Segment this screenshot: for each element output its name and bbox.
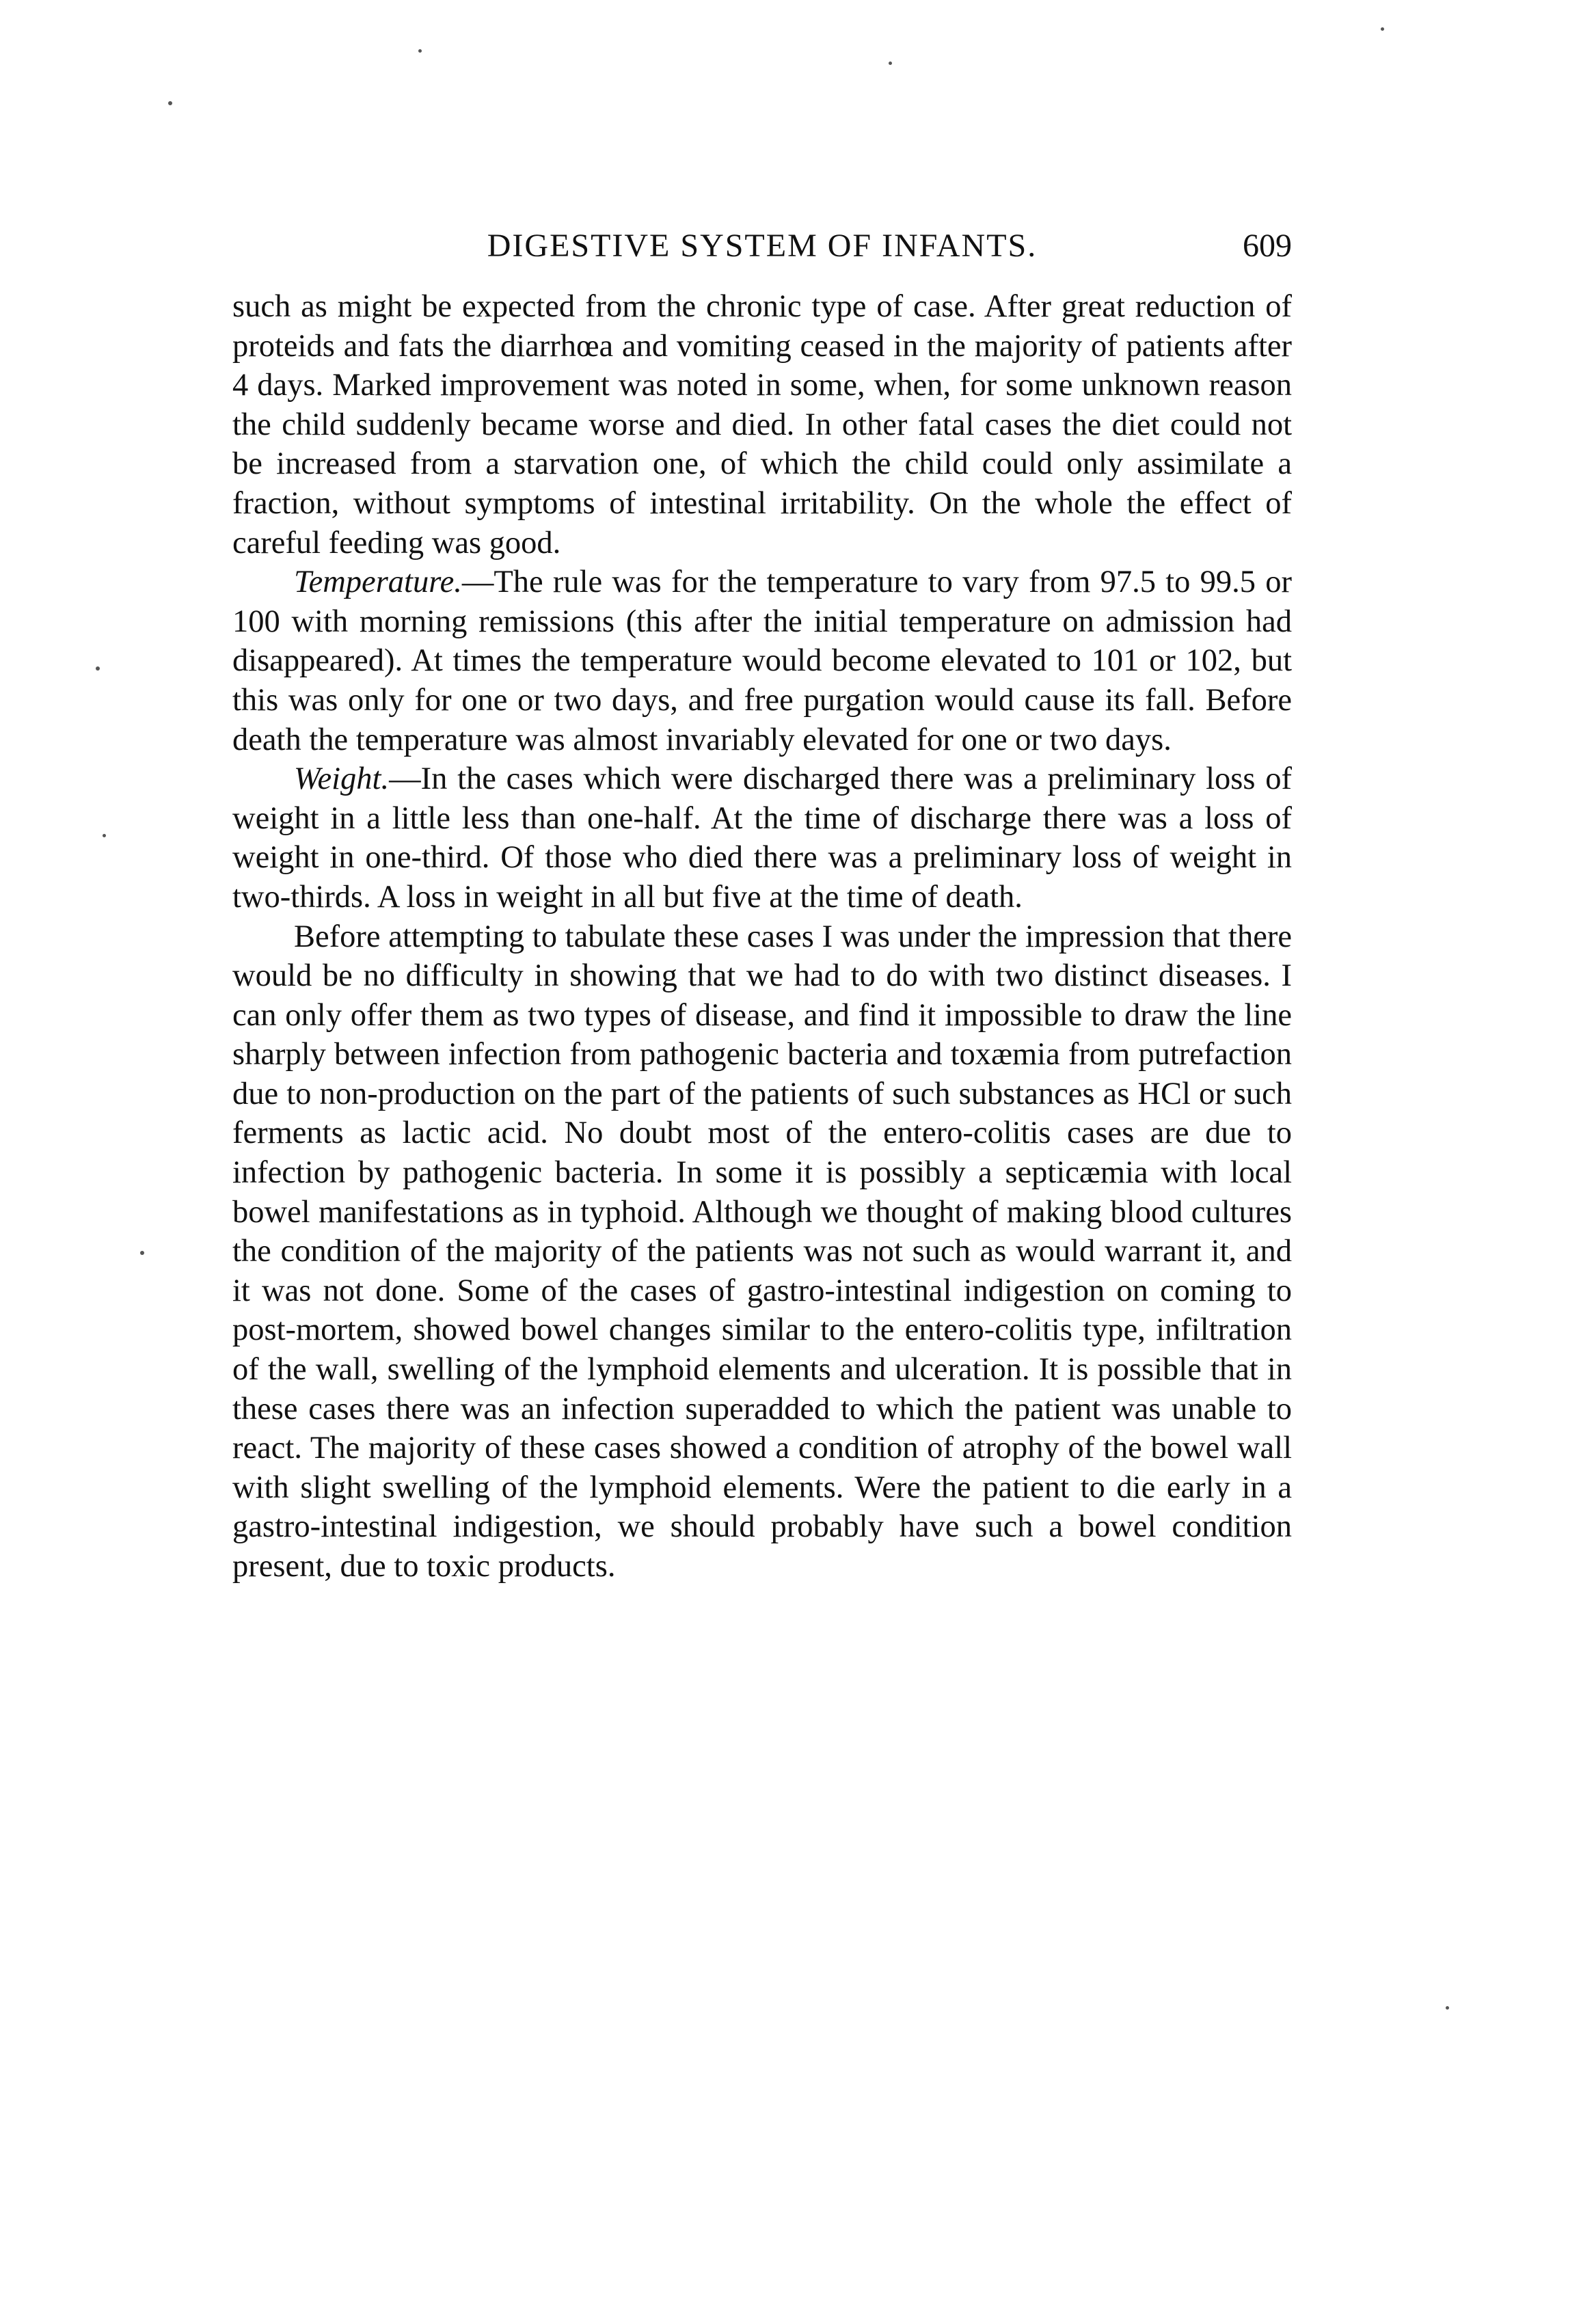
print-speck [140,1251,144,1255]
section-head-temperature: Temperature. [294,565,462,600]
print-speck [889,62,892,65]
weight-text: —In the cases which were discharged there was a preliminary loss of weight in a little less than one-half. At the time of discharge there was a loss of weight in one-third. Of those who died there was a preliminary loss of weight in two-thirds. A loss in weight in all but five at the time of death. [232,761,1292,915]
print-speck [418,49,422,53]
paragraph-discussion: Before attempting to tabulate these cases I was under the impression that there would be no difficulty in showing that we had to do with two distinct diseases. I can only offer them as two types of disease, and find it impossible to draw the line sharply between infection from pathogenic bacteria and toxæmia from putrefaction due to non-production on the part of the patients of such substances as HCl or such ferments as lactic acid. No doubt most of the entero-colitis cases are due to infection by pathogenic bacteria. In some it is possibly a septicæmia with local bowel manifestations as in typhoid. Although we thought of making blood cultures the condition of the majority of the patients was not such as would warrant it, and it was not done. Some of the cases of gastro-intestinal indigestion on coming to post-mortem, showed bowel changes similar to the entero-colitis type, infiltration of the wall, swelling of the lymphoid elements and ulceration. It is possible that in these cases there was an infection superadded to which the patient was unable to react. The majority of these cases showed a condition of atrophy of the bowel wall with slight swelling of the lymphoid elements. Were the patient to die early in a gastro-intestinal indigestion, we should probably have such a bowel condition present, due to toxic products. [232,919,1292,1584]
paragraph-continuation: such as might be expected from the chronic type of case. After great reduction of proteids and fats the diarrhœa and vomiting ceased in the majority of patients after 4 days. Marked improvement was noted in some, when, for some unknown reason the child suddenly became worse and died. In other fatal cases the diet could not be increased from a starvation one, of which the child could only assimilate a fraction, without symptoms of intestinal irritability. On the whole the effect of careful feeding was good. [232,289,1292,560]
print-speck [168,101,172,105]
page-number: 609 [1243,228,1292,264]
temperature-text: —The rule was for the temperature to vary from 97.5 to 99.5 or 100 with morning remissions (this after the initial temperature on admission had disappeared). At times the temperature would become elevated to 101 or 102, but this was only for one or two days, and free purgation would cause its fall. Before death the temperature was almost invariably elevated for one or two days. [232,565,1292,757]
section-head-weight: Weight. [294,761,390,797]
print-speck [103,834,106,837]
print-speck [96,666,100,671]
paragraph-weight [232,759,1292,917]
print-speck [1381,27,1384,31]
running-head [232,222,1292,270]
print-speck [1446,2006,1449,2010]
paragraph-temperature [232,563,1292,759]
running-title: DIGESTIVE SYSTEM OF INFANTS. [487,228,1038,264]
body-text [232,287,1292,1586]
